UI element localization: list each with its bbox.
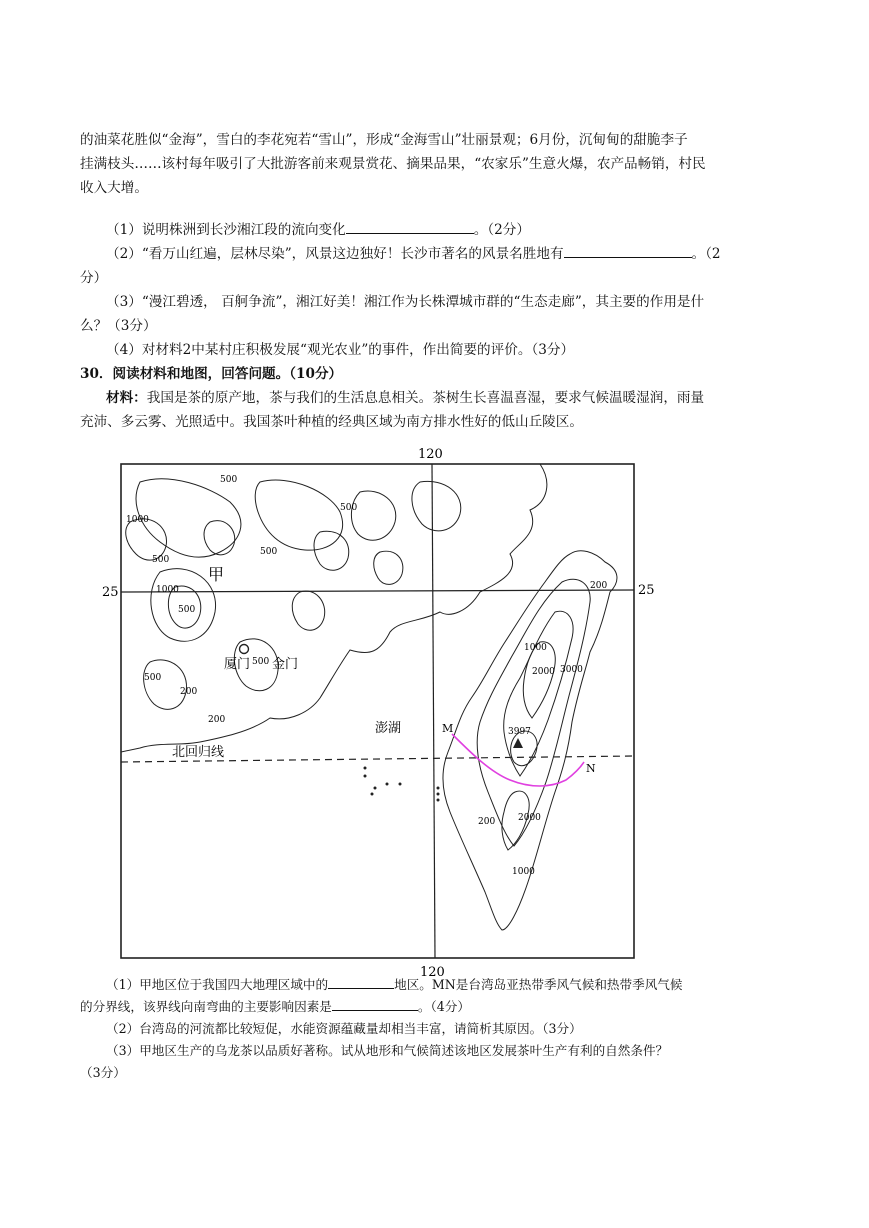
q29-sub1-tail: 。（2分） [473,222,530,238]
topographic-map [100,442,660,982]
svg-text:500: 500 [220,475,238,485]
svg-text:500: 500 [252,657,270,667]
svg-text:500: 500 [260,547,278,557]
q30-sub1-line2: 的分界线，该界线向南弯曲的主要影响因素是 [80,999,332,1014]
label-jinmen: 金门 [272,657,299,672]
intro-line-1: 的油菜花胜似“金海”，雪白的李花宛若“雪山”，形成“金海雪山”壮丽景观；6月份，沉甸甸的甜脆李子 [80,132,688,148]
peak-triangle-icon [513,738,523,748]
svg-text:500: 500 [178,605,196,615]
map-frame [121,464,634,958]
label-xiamen: 厦门 [224,657,251,672]
answer-blank[interactable] [564,243,692,258]
label-tropic: 北回归线 [172,745,225,760]
q29-sub2-cont: 分） [80,270,108,286]
label-n: N [586,762,596,775]
q30-sub3: （3）甲地区生产的乌龙茶以品质好著称。试从地形和气候简述该地区发展茶叶生产有利的自然条件？ [106,1043,669,1058]
q30-material-cont: 充沛、多云雾、光照适中。我国茶叶种植的经典区域为南方排水性好的低山丘陵区。 [80,414,583,430]
contour-labels [126,475,607,877]
svg-text:1000: 1000 [126,515,149,525]
label-peak: 3997 [508,727,531,737]
q29-sub2 [80,242,800,266]
label-lat-right: 25 [638,583,655,598]
intro-line-3: 收入大增。 [80,180,148,196]
intro-paragraph [80,128,800,200]
svg-text:1000: 1000 [156,585,179,595]
svg-text:500: 500 [152,555,170,565]
q30-sub1-mid: 地区。MN是台湾岛亚热带季风气候和热带季风气候 [394,977,683,992]
label-lon-top: 120 [418,447,443,462]
svg-text:2000: 2000 [532,667,555,677]
q30-sub1-text: （1）甲地区位于我国四大地理区域中的 [106,977,329,992]
q29-sub2-tail: 。（2 [691,246,721,262]
q29-sub3-cont: 么？（3分） [80,318,157,334]
q30-sub2: （2）台湾岛的河流都比较短促，水能资源蕴藏量却相当丰富，请简析其原因。（3分） [106,1021,582,1036]
svg-text:200: 200 [478,817,496,827]
answer-blank[interactable] [346,219,474,234]
label-penghu: 澎湖 [375,721,402,736]
q30-heading: 30．阅读材料和地图，回答问题。（10分） [80,366,343,382]
q29-sub1 [80,218,800,242]
label-lat-left: 25 [102,585,119,600]
meridian-120 [432,464,435,958]
q30-sub3-cont: （3分） [80,1065,126,1080]
map-svg [100,442,660,982]
q30-sub1-cont [80,996,800,1018]
svg-text:2000: 2000 [518,813,541,823]
label-m: M [442,722,454,735]
svg-text:500: 500 [144,673,162,683]
q29-sub3: （3）“漫江碧透， 百舸争流”，湘江好美！湘江作为长株潭城市群的“生态走廊”，其主要的作用是什 [106,294,705,310]
q29-sub2-text: （2）“看万山红遍，层林尽染”，风景这边独好！长沙市著名的风景名胜地有 [106,246,564,262]
answer-blank[interactable] [328,974,394,989]
svg-text:3000: 3000 [560,665,583,675]
svg-text:200: 200 [208,715,226,725]
q30-sub1-tail: 。（4分） [417,999,470,1014]
intro-line-2: 挂满枝头……该村每年吸引了大批游客前来观景赏花、摘果品果，“农家乐”生意火爆，农产品畅销，村民 [80,156,706,172]
material-line-1: 我国是茶的原产地，茶与我们的生活息息相关。茶树生长喜温喜湿，要求气候温暖湿润，雨量 [146,390,705,406]
q30-material [80,386,800,410]
svg-text:1000: 1000 [512,867,535,877]
svg-text:200: 200 [590,581,608,591]
material-label: 材料： [106,390,147,406]
parallel-25 [121,590,634,592]
svg-text:200: 200 [180,687,198,697]
xiamen-marker-icon [240,645,249,654]
svg-text:500: 500 [340,503,358,513]
answer-blank[interactable] [332,996,418,1011]
q30-sub1 [80,974,800,996]
q29-sub4: （4）对材料2中某村庄积极发展“观光农业”的事件，作出简要的评价。（3分） [106,342,575,358]
svg-text:1000: 1000 [524,643,547,653]
q29-sub1-text: （1）说明株洲到长沙湘江段的流向变化 [106,222,346,238]
penghu-islands [364,767,440,802]
label-jia: 甲 [208,565,225,584]
label-lon-bottom: 120 [420,965,445,980]
